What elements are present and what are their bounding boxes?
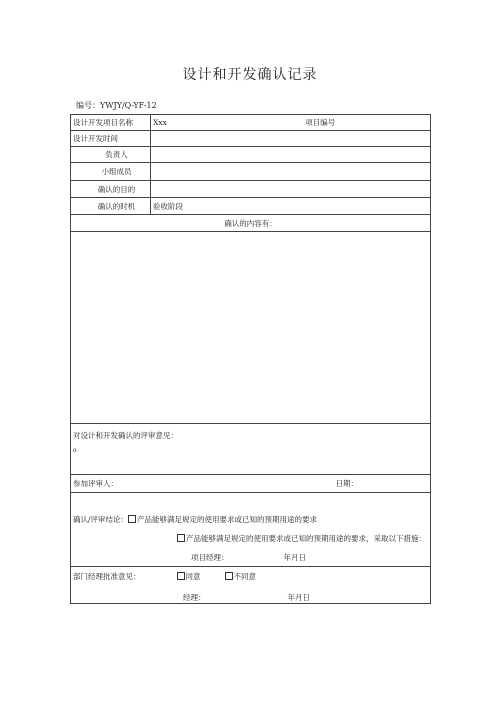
option1-label: 产品能够满足规定的使用要求或已知的预期用途的要求 [137, 515, 318, 524]
row-purpose [71, 181, 431, 198]
option1-checkbox[interactable] [128, 515, 136, 523]
project-name-label: 设计开发项目名称 [71, 115, 151, 131]
row-timing [71, 198, 431, 215]
approval-label: 部门经理批准意见： [73, 572, 141, 581]
project-manager-label: 项目经理： [191, 553, 229, 562]
reviewers-label: 参加评审人： [73, 479, 118, 488]
review-mark: o [73, 447, 77, 454]
dev-time-label: 设计开发时间 [71, 131, 151, 147]
row-review [71, 424, 431, 475]
team-cell[interactable] [151, 163, 431, 181]
project-number-label: 项目编号 [305, 118, 336, 127]
conclusion-date-label: 年月日 [283, 553, 306, 562]
option2-checkbox[interactable] [177, 534, 185, 542]
content-label: 确认的内容有： [71, 215, 431, 232]
dept-manager-label: 经理： [183, 593, 206, 602]
row-team [71, 163, 431, 181]
row-content-body [71, 232, 431, 424]
option2-label: 产品能够满足规定的使用要求或已知的预期用途的要求，采取以下措施： [186, 534, 426, 543]
approval-cell [71, 567, 431, 604]
reviewers-date-label: 日期： [335, 479, 358, 488]
project-name-cell[interactable] [151, 115, 431, 131]
document-number: 编号：YWJY/Q-YF-12 [76, 101, 157, 110]
disagree-checkbox[interactable] [225, 572, 233, 580]
row-conclusion [71, 493, 431, 567]
conclusion-cell [71, 493, 431, 567]
row-dev-time [71, 131, 431, 147]
approval-date-label: 年月日 [287, 593, 310, 602]
row-reviewers [71, 475, 431, 493]
row-project-name [71, 115, 431, 131]
row-approval [71, 567, 431, 604]
dev-time-cell[interactable] [151, 131, 431, 147]
row-owner [71, 147, 431, 163]
review-cell[interactable] [71, 424, 431, 475]
review-label: 对设计和开发确认的评审意见： [73, 431, 178, 440]
timing-value: 验收阶段 [153, 201, 183, 211]
timing-cell[interactable] [151, 198, 431, 215]
page-title: 设计和开发确认记录 [182, 67, 318, 83]
owner-label: 负责人 [71, 147, 151, 163]
team-label: 小组成员 [71, 163, 151, 181]
purpose-label: 确认的目的 [71, 181, 151, 198]
disagree-label: 不同意 [233, 572, 256, 581]
confirmation-record-form [70, 114, 431, 604]
timing-label: 确认的时机 [71, 198, 151, 215]
agree-checkbox[interactable] [177, 572, 185, 580]
row-content-header [71, 215, 431, 232]
agree-label: 同意 [185, 572, 201, 581]
content-area[interactable] [71, 232, 431, 424]
project-name-value: Xxx [153, 118, 167, 127]
conclusion-label: 确认/评审结论： [73, 515, 129, 524]
owner-cell[interactable] [151, 147, 431, 163]
purpose-cell[interactable] [151, 181, 431, 198]
reviewers-cell[interactable] [71, 475, 431, 493]
